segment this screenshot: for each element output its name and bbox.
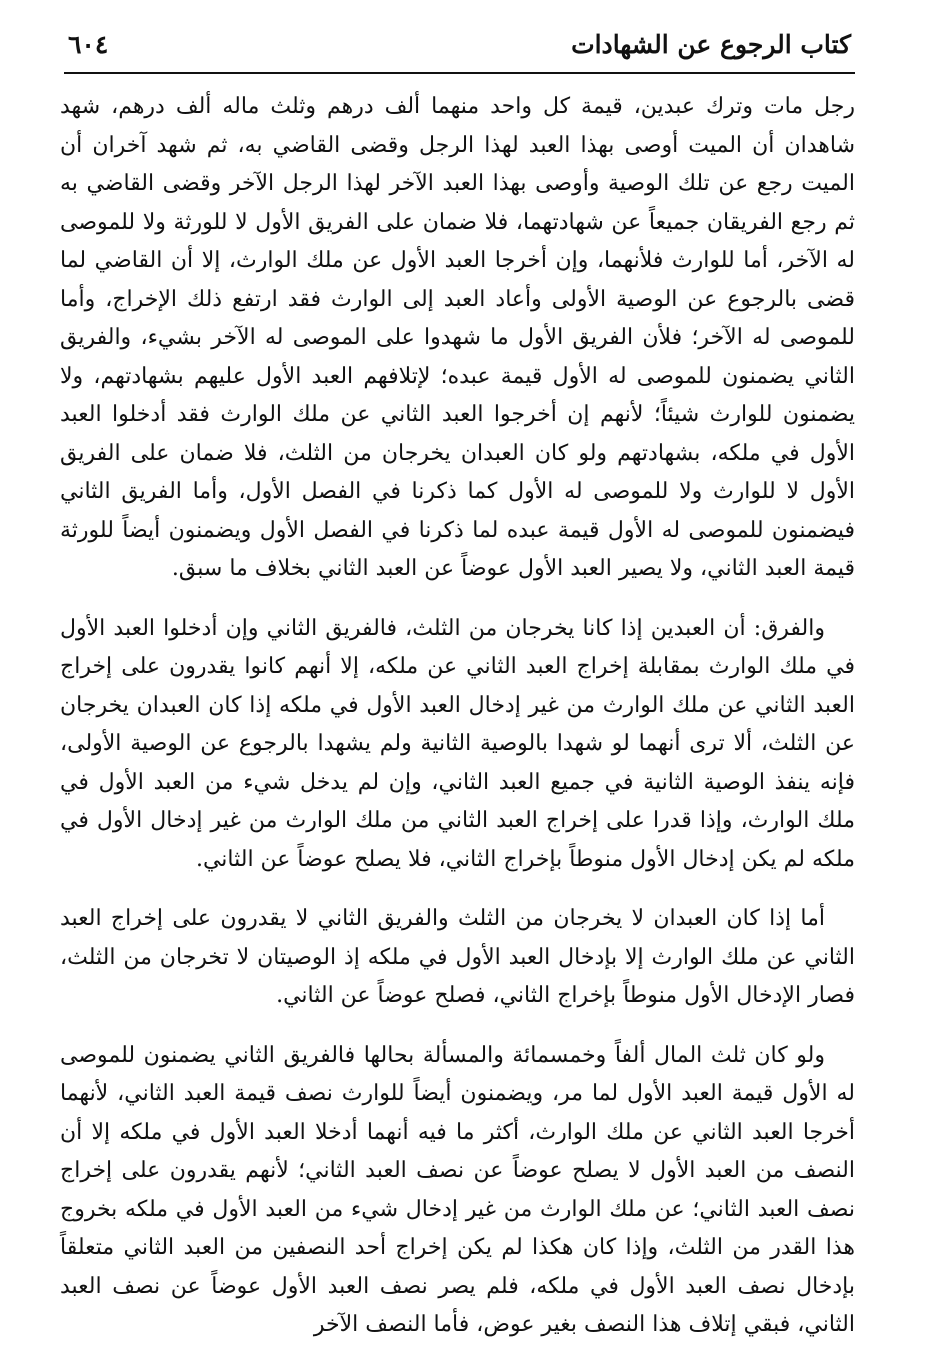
paragraph-1: رجل مات وترك عبدين، قيمة كل واحد منهما ألف درهم وثلث ماله ألف درهم، شهد شاهدان أن الميت أوصى بهذا العبد لهذا الرجل وقضى القاضي به، ثم شهد آخران أن الميت رجع عن تلك الوصية وأوصى بهذا العبد الآخر لهذا الرجل الآخر وقضى القاضي به ثم رجع الفريقان جميعاً عن شهادتهما، فلا ضمان على الفريق الأول لا للورثة ولا للموصى له الآخر، أما للوارث فلأنهما، وإن أخرجا العبد الأول عن ملك الوارث، إلا أن القاضي لما قضى بالرجوع عن الوصية الأولى وأعاد العبد إلى الوارث فقد ارتفع ذلك الإخراج، وأما للموصى له الآخر؛ فلأن الفريق الأول ما شهدوا على الموصى له الآخر بشيء، والفريق الثاني يضمنون للموصى له الأول قيمة عبده؛ لإتلافهم العبد الأول عليهم بشهادتهم، ولا يضمنون للوارث شيئاً؛ لأنهم إن أخرجوا العبد الثاني عن ملك الوارث فقد أدخلوا العبد الأول في ملكه، بشهادتهم ولو كان العبدان يخرجان من الثلث، فلا ضمان على الفريق الأول لا للوارث ولا للموصى له الأول كما ذكرنا في الفصل الأول، وأما الفريق الثاني فيضمنون للموصى له الأول قيمة عبده لما ذكرنا في الفصل الأول ويضمنون أيضاً للورثة قيمة العبد الثاني، ولا يصير العبد الأول عوضاً عن العبد الثاني بخلاف ما سبق.	[60, 94, 855, 581]
paragraph-3: أما إذا كان العبدان لا يخرجان من الثلث والفريق الثاني لا يقدرون على إخراج العبد الثاني عن ملك الوارث إلا بإدخال العبد الأول في ملكه إذ الوصيتان لا تخرجان من الثلث، فصار الإدخال الأول منوطاً بإخراج الثاني، فصلح عوضاً عن الثاني.	[60, 906, 855, 1008]
body-text	[60, 88, 855, 1366]
paragraph-2: والفرق: أن العبدين إذا كانا يخرجان من الثلث، فالفريق الثاني وإن أدخلوا العبد الأول في ملك الوارث بمقابلة إخراج العبد الثاني عن ملكه، إلا أنهم كانوا يقدرون على إخراج العبد الثاني عن ملك الوارث من غير إدخال العبد الأول في ملكه إذا كان العبدان يخرجان عن الثلث، ألا ترى أنهما لو شهدا بالوصية الثانية ولم يشهدا بالرجوع عن الوصية الأولى، فإنه ينفذ الوصية الثانية في جميع العبد الثاني، وإن لم يدخل شيء من العبد الأول في ملك الوارث، وإذا قدرا على إخراج العبد الثاني من ملك الوارث من غير إدخال الأول في ملكه لم يكن إدخال الأول منوطاً بإخراج الثاني، فلا يصلح عوضاً عن الثاني.	[60, 615, 855, 872]
page-number: ٦٠٤	[68, 30, 109, 59]
header-rule	[64, 72, 855, 74]
paragraph-4: ولو كان ثلث المال ألفاً وخمسمائة والمسألة بحالها فالفريق الثاني يضمنون للموصى له الأول قيمة العبد الأول لما مر، ويضمنون أيضاً للوارث نصف قيمة العبد الثاني، لأنهما أخرجا العبد الثاني عن ملك الوارث، أكثر ما فيه أنهما أدخلا العبد الأول في ملكه إلا أن النصف من العبد الأول لا يصلح عوضاً عن نصف العبد الثاني؛ لأنهم يقدرون على إخراج نصف العبد الثاني؛ عن ملك الوارث من غير إدخال شيء من العبد الأول في ملكه بخروج هذا القدر من الثلث، وإذا كان هكذا لم يكن إخراج أحد النصفين من العبد الثاني متعلقاً بإدخال نصف العبد الأول في ملكه، فلم يصر نصف العبد الأول عوضاً عن نصف العبد الثاني، فبقي إتلاف هذا النصف بغير عوض، فأما النصف الآخر	[60, 1042, 855, 1337]
page-header	[68, 28, 851, 72]
running-title: كتاب الرجوع عن الشهادات	[571, 30, 851, 59]
